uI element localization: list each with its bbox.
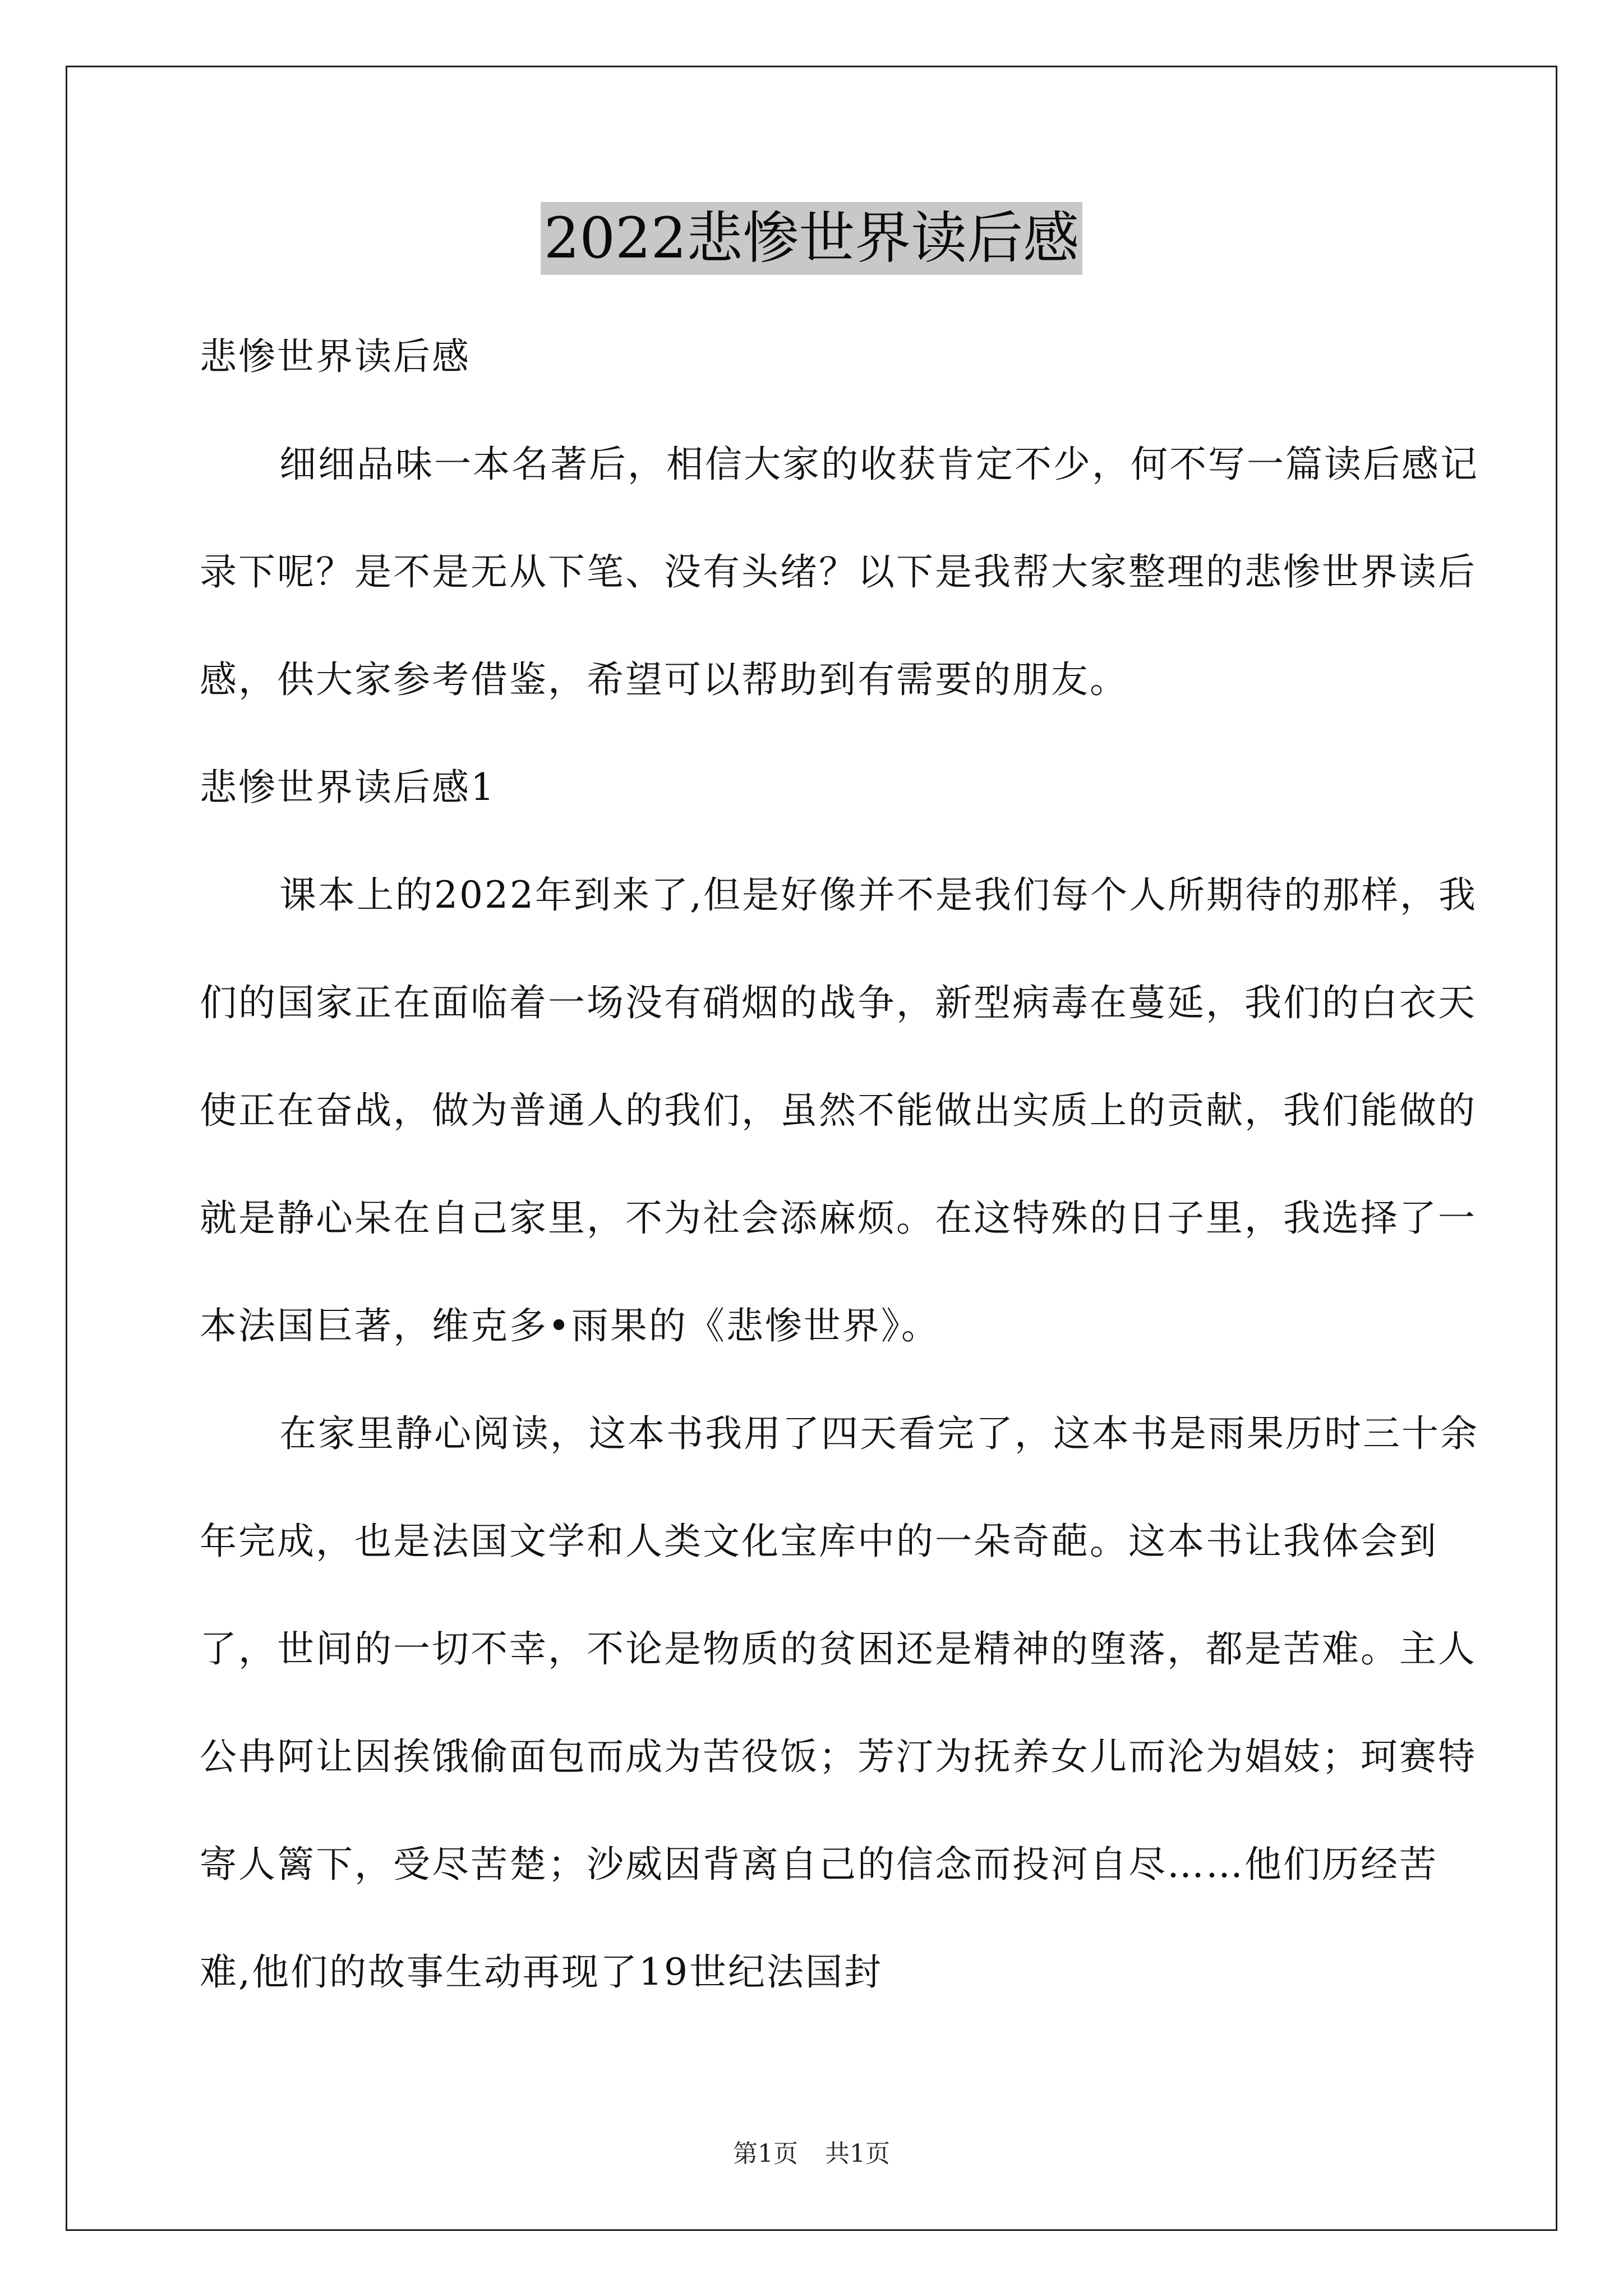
body-paragraph-2: 在家里静心阅读，这本书我用了四天看完了，这本书是雨果历时三十余年完成，也是法国文学和人类文化宝库中的一朵奇葩。这本书让我体会到了，世间的一切不幸，不论是物质的贫困还是精神的堕落，都是苦难。主人公冉阿让因挨饿偷面包而成为苦役饭；芳汀为抚养女儿而沦为娼妓；珂赛特寄人篱下，受尽苦楚；沙威因背离自己的信念而投河自尽……他们历经苦难,他们的故事生动再现了19世纪法国封 (200, 1412, 1479, 1994)
title-container (0, 202, 1623, 275)
document-body (200, 303, 1490, 2026)
document-title: 2022悲惨世界读后感 (541, 202, 1083, 275)
page-number: 第1页 (733, 2139, 798, 2168)
section-heading: 悲惨世界读后感1 (200, 766, 496, 809)
page-total: 共1页 (825, 2139, 890, 2168)
document-subtitle: 悲惨世界读后感 (200, 335, 471, 378)
intro-paragraph: 细细品味一本名著后，相信大家的收获肯定不少，何不写一篇读后感记录下呢？是不是无从下笔、没有头绪？以下是我帮大家整理的悲惨世界读后感，供大家参考借鉴，希望可以帮助到有需要的朋友。 (200, 443, 1479, 701)
page-footer (0, 2137, 1623, 2171)
body-paragraph-1: 课本上的2022年到来了,但是好像并不是我们每个人所期待的那样，我们的国家正在面临着一场没有硝烟的战争，新型病毒在蔓延，我们的白衣天使正在奋战，做为普通人的我们，虽然不能做出实质上的贡献，我们能做的就是静心呆在自己家里，不为社会添麻烦。在这特殊的日子里，我选择了一本法国巨著，维克多•雨果的《悲惨世界》。 (200, 873, 1477, 1347)
